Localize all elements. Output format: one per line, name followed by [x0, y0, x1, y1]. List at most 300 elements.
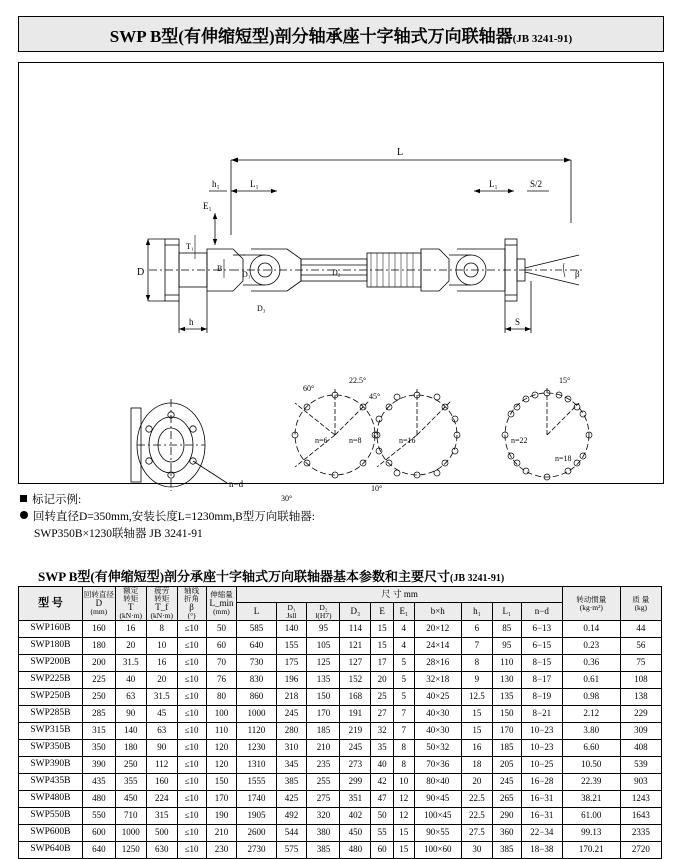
- cell-value: 500: [146, 825, 177, 842]
- cell-value: 5: [393, 689, 414, 706]
- parameters-table: [18, 586, 662, 859]
- cell-value: 100: [206, 706, 237, 723]
- cell-model: SWP435B: [19, 774, 83, 791]
- cell-value: 120: [206, 757, 237, 774]
- cell-value: 2600: [237, 825, 276, 842]
- cell-value: 860: [237, 689, 276, 706]
- cell-value: 40×25: [414, 689, 461, 706]
- cell-value: 80: [206, 689, 237, 706]
- svg-text:n=6: n=6: [315, 436, 328, 445]
- th-D-l1: 回转直径: [83, 589, 114, 599]
- cell-value: 2.12: [562, 706, 620, 723]
- cell-value: 265: [492, 791, 521, 808]
- cell-model: SWP200B: [19, 655, 83, 672]
- th-dims-group: 尺 寸 mm: [237, 587, 563, 603]
- cell-value: 299: [340, 774, 371, 791]
- cell-value: 544: [276, 825, 307, 842]
- svg-text:n=22: n=22: [511, 436, 528, 445]
- cell-value: 12: [393, 791, 414, 808]
- cell-value: 5: [393, 655, 414, 672]
- cell-value: 1230: [237, 740, 276, 757]
- cell-value: 168: [340, 689, 371, 706]
- marking-example-notes: [20, 492, 660, 543]
- cell-value: 31.5: [115, 655, 146, 672]
- cell-value: 380: [307, 825, 340, 842]
- cell-model: SWP225B: [19, 672, 83, 689]
- cell-value: 50: [371, 808, 394, 825]
- cell-value: 120: [206, 740, 237, 757]
- th-inertia-l2: (kg·m²): [579, 602, 603, 612]
- cell-value: 191: [340, 706, 371, 723]
- cell-value: 190: [206, 808, 237, 825]
- cell-value: 155: [276, 638, 307, 655]
- cell-value: 130: [492, 672, 521, 689]
- cell-model: SWP160B: [19, 621, 83, 638]
- cell-value: 10−23: [521, 723, 562, 740]
- cell-value: 27.5: [461, 825, 492, 842]
- table-row: [19, 825, 662, 842]
- cell-value: ≤10: [177, 842, 206, 859]
- th-Tf-l4: (kN·m): [150, 611, 173, 621]
- table-row: [19, 842, 662, 859]
- cell-value: 17: [371, 655, 394, 672]
- square-bullet-icon: [20, 495, 27, 502]
- cell-value: 160: [82, 621, 115, 638]
- th-Lmin-l2: L_min: [209, 597, 234, 608]
- th-Tf-l1: 疲劳: [154, 586, 170, 595]
- svg-text:n−d: n−d: [229, 479, 244, 489]
- cell-value: 245: [340, 740, 371, 757]
- cell-value: 180: [82, 638, 115, 655]
- th-dim-D2: D₂ l(H7): [307, 603, 340, 621]
- svg-text:10°: 10°: [371, 484, 383, 493]
- cell-value: 205: [492, 757, 521, 774]
- cell-value: 114: [340, 621, 371, 638]
- cell-value: 80×40: [414, 774, 461, 791]
- cell-value: 250: [82, 689, 115, 706]
- cell-value: 150: [206, 774, 237, 791]
- cell-value: ≤10: [177, 689, 206, 706]
- page-title-main: SWP B型(有伸缩短型)剖分轴承座十字轴式万向联轴器: [109, 26, 513, 46]
- svg-text:T₁: T₁: [186, 242, 194, 251]
- cell-value: 309: [620, 723, 661, 740]
- table-row: [19, 740, 662, 757]
- cell-value: 16−31: [521, 808, 562, 825]
- table-row: [19, 757, 662, 774]
- th-inertia: [562, 587, 620, 621]
- cell-value: 290: [492, 808, 521, 825]
- cell-value: 15: [461, 723, 492, 740]
- cell-value: 40×30: [414, 706, 461, 723]
- cell-value: 6−15: [521, 638, 562, 655]
- cell-value: 27: [371, 706, 394, 723]
- cell-value: 640: [82, 842, 115, 859]
- cell-value: 10: [146, 638, 177, 655]
- cell-value: 15: [393, 825, 414, 842]
- cell-value: 32: [371, 723, 394, 740]
- cell-value: 4: [393, 638, 414, 655]
- cell-value: 1000: [115, 825, 146, 842]
- cell-value: 250: [115, 757, 146, 774]
- cell-value: 345: [276, 757, 307, 774]
- cell-value: 150: [492, 706, 521, 723]
- cell-value: 235: [307, 757, 340, 774]
- cell-value: 8−17: [521, 672, 562, 689]
- cell-value: 385: [492, 842, 521, 859]
- cell-value: 6: [461, 621, 492, 638]
- cell-value: 408: [620, 740, 661, 757]
- cell-value: 1555: [237, 774, 276, 791]
- cell-value: 480: [340, 842, 371, 859]
- cell-value: 60: [206, 638, 237, 655]
- th-dim-nd: n−d: [521, 603, 562, 621]
- cell-value: 135: [307, 672, 340, 689]
- cell-model: SWP250B: [19, 689, 83, 706]
- svg-text:L₁: L₁: [250, 179, 259, 189]
- cell-value: 225: [82, 672, 115, 689]
- cell-value: 350: [82, 740, 115, 757]
- cell-value: 10−25: [521, 757, 562, 774]
- cell-value: 138: [620, 689, 661, 706]
- cell-value: 108: [620, 672, 661, 689]
- cell-value: 210: [307, 740, 340, 757]
- cell-value: 16−31: [521, 791, 562, 808]
- th-beta-l4: (°): [187, 611, 196, 621]
- th-Lmin: [206, 587, 237, 621]
- cell-value: 1243: [620, 791, 661, 808]
- th-dim-L: L: [237, 603, 276, 621]
- cell-value: 185: [492, 740, 521, 757]
- th-inertia-l1: 转动惯量: [576, 594, 607, 604]
- th-T-l3: T: [128, 601, 134, 612]
- cell-value: 70×36: [414, 757, 461, 774]
- cell-value: 7: [393, 706, 414, 723]
- cell-value: 903: [620, 774, 661, 791]
- page-title-standard: (JB 3241-91): [512, 32, 573, 45]
- th-dim-E: E: [371, 603, 394, 621]
- cell-value: 630: [146, 842, 177, 859]
- cell-value: 224: [146, 791, 177, 808]
- notes-line-1-text: 回转直径D=350mm,安装长度L=1230mm,B型万向联轴器:: [33, 511, 315, 523]
- cell-value: 196: [276, 672, 307, 689]
- th-Tf: [146, 587, 177, 621]
- table-caption-standard: (JB 3241-91): [450, 573, 505, 584]
- cell-value: 16: [115, 621, 146, 638]
- th-dim-D1: D₁ Jsll: [276, 603, 307, 621]
- cell-value: 385: [276, 774, 307, 791]
- th-D-l2: D: [95, 597, 103, 608]
- cell-value: 0.23: [562, 638, 620, 655]
- cell-value: 730: [237, 655, 276, 672]
- cell-value: 121: [340, 638, 371, 655]
- cell-value: 2335: [620, 825, 661, 842]
- cell-value: 56: [620, 638, 661, 655]
- notes-heading: 标记示例:: [32, 494, 82, 506]
- cell-value: 0.61: [562, 672, 620, 689]
- cell-value: 1120: [237, 723, 276, 740]
- cell-model: SWP390B: [19, 757, 83, 774]
- cell-value: 22.5: [461, 791, 492, 808]
- cell-value: ≤10: [177, 757, 206, 774]
- th-model: 型 号: [19, 587, 83, 621]
- cell-value: 450: [340, 825, 371, 842]
- cell-value: 18−38: [521, 842, 562, 859]
- notes-line-2-text: SWP350B×1230联轴器 JB 3241-91: [34, 528, 203, 540]
- cell-model: SWP315B: [19, 723, 83, 740]
- cell-model: SWP600B: [19, 825, 83, 842]
- table-row: [19, 655, 662, 672]
- cell-value: 170: [492, 723, 521, 740]
- table-row: [19, 621, 662, 638]
- cell-value: 245: [276, 706, 307, 723]
- cell-value: 105: [307, 638, 340, 655]
- cell-value: 28×16: [414, 655, 461, 672]
- th-Lmin-l1: 伸缩量: [210, 589, 233, 599]
- cell-value: ≤10: [177, 791, 206, 808]
- cell-value: ≤10: [177, 723, 206, 740]
- cell-value: 127: [340, 655, 371, 672]
- cell-value: 6−13: [521, 621, 562, 638]
- cell-value: 320: [307, 808, 340, 825]
- th-dim-L1: L₁: [492, 603, 521, 621]
- cell-value: 10.50: [562, 757, 620, 774]
- cell-value: ≤10: [177, 808, 206, 825]
- cell-value: 40: [371, 757, 394, 774]
- svg-text:h: h: [189, 317, 194, 327]
- cell-model: SWP285B: [19, 706, 83, 723]
- cell-value: 280: [276, 723, 307, 740]
- cell-value: 20: [461, 774, 492, 791]
- svg-text:B: B: [217, 264, 223, 273]
- cell-value: 16−28: [521, 774, 562, 791]
- cell-value: 170: [206, 791, 237, 808]
- svg-text:30°: 30°: [281, 494, 293, 503]
- parameters-table-wrap: [18, 586, 662, 859]
- cell-value: 450: [115, 791, 146, 808]
- cell-value: 15: [371, 621, 394, 638]
- cell-value: 170.21: [562, 842, 620, 859]
- cell-value: 4: [393, 621, 414, 638]
- cell-value: 2730: [237, 842, 276, 859]
- cell-value: 385: [307, 842, 340, 859]
- cell-value: ≤10: [177, 774, 206, 791]
- cell-value: 22.5: [461, 808, 492, 825]
- cell-value: 15: [393, 842, 414, 859]
- cell-model: SWP480B: [19, 791, 83, 808]
- svg-text:h₁: h₁: [212, 179, 220, 189]
- cell-value: 42: [371, 774, 394, 791]
- cell-value: 255: [307, 774, 340, 791]
- cell-value: 360: [492, 825, 521, 842]
- th-beta-l2: 折角: [184, 593, 200, 603]
- cell-value: 390: [82, 757, 115, 774]
- th-dim-bh: b×h: [414, 603, 461, 621]
- cell-value: 35: [371, 740, 394, 757]
- th-dim-h1: h₁: [461, 603, 492, 621]
- cell-value: 12.5: [461, 689, 492, 706]
- cell-value: 5: [393, 672, 414, 689]
- table-row: [19, 774, 662, 791]
- table-row: [19, 808, 662, 825]
- cell-value: 70: [206, 655, 237, 672]
- cell-value: 0.14: [562, 621, 620, 638]
- parameters-table-body: [19, 621, 662, 859]
- cell-value: ≤10: [177, 621, 206, 638]
- cell-value: 710: [115, 808, 146, 825]
- cell-value: 402: [340, 808, 371, 825]
- cell-model: SWP640B: [19, 842, 83, 859]
- svg-text:60°: 60°: [303, 384, 315, 393]
- cell-value: 0.98: [562, 689, 620, 706]
- cell-value: 351: [340, 791, 371, 808]
- cell-value: 315: [82, 723, 115, 740]
- cell-value: 76: [206, 672, 237, 689]
- th-beta: [177, 587, 206, 621]
- cell-value: ≤10: [177, 706, 206, 723]
- cell-value: 55: [371, 825, 394, 842]
- cell-value: 7: [461, 638, 492, 655]
- cell-value: 640: [237, 638, 276, 655]
- cell-value: 15: [461, 706, 492, 723]
- cell-value: 435: [82, 774, 115, 791]
- cell-value: 170: [307, 706, 340, 723]
- cell-value: 140: [276, 621, 307, 638]
- cell-value: 8−15: [521, 655, 562, 672]
- cell-value: 550: [82, 808, 115, 825]
- cell-value: 275: [307, 791, 340, 808]
- cell-value: 10−23: [521, 740, 562, 757]
- cell-value: 40×30: [414, 723, 461, 740]
- cell-value: 16: [146, 655, 177, 672]
- cell-value: 100×45: [414, 808, 461, 825]
- table-caption: [38, 566, 658, 585]
- cell-value: 219: [340, 723, 371, 740]
- cell-value: 90: [115, 706, 146, 723]
- cell-value: 8: [146, 621, 177, 638]
- cell-value: 20: [371, 672, 394, 689]
- cell-value: 112: [146, 757, 177, 774]
- cell-value: 200: [82, 655, 115, 672]
- cell-value: 210: [206, 825, 237, 842]
- cell-value: 47: [371, 791, 394, 808]
- cell-value: 95: [492, 638, 521, 655]
- cell-value: 229: [620, 706, 661, 723]
- cell-value: ≤10: [177, 672, 206, 689]
- cell-value: 160: [146, 774, 177, 791]
- cell-value: 575: [276, 842, 307, 859]
- cell-value: 1310: [237, 757, 276, 774]
- th-Lmin-l3: (mm): [213, 607, 230, 617]
- cell-model: SWP180B: [19, 638, 83, 655]
- cell-value: 60: [371, 842, 394, 859]
- table-row: [19, 689, 662, 706]
- cell-value: 585: [237, 621, 276, 638]
- svg-text:n=18: n=18: [555, 454, 572, 463]
- cell-value: 20: [146, 672, 177, 689]
- cell-value: 75: [620, 655, 661, 672]
- cell-value: 85: [492, 621, 521, 638]
- cell-value: 150: [307, 689, 340, 706]
- cell-value: 230: [206, 842, 237, 859]
- round-bullet-icon: [20, 511, 28, 519]
- svg-text:E₁: E₁: [203, 201, 212, 211]
- cell-value: 539: [620, 757, 661, 774]
- svg-text:45°: 45°: [369, 392, 381, 401]
- svg-text:β: β: [575, 269, 580, 279]
- cell-value: 218: [276, 689, 307, 706]
- cell-value: 38.21: [562, 791, 620, 808]
- cell-value: ≤10: [177, 638, 206, 655]
- cell-value: 44: [620, 621, 661, 638]
- cell-value: 22−34: [521, 825, 562, 842]
- svg-text:D: D: [137, 267, 145, 278]
- cell-value: 492: [276, 808, 307, 825]
- th-mass: [620, 587, 661, 621]
- th-T: [115, 587, 146, 621]
- svg-text:S/2: S/2: [530, 179, 543, 189]
- cell-value: 99.13: [562, 825, 620, 842]
- cell-value: 2720: [620, 842, 661, 859]
- th-beta-l1: 轴线: [184, 586, 200, 595]
- th-dim-E1: E₁: [393, 603, 414, 621]
- cell-value: 1740: [237, 791, 276, 808]
- cell-value: 16: [461, 740, 492, 757]
- cell-value: 20: [115, 638, 146, 655]
- cell-value: 63: [146, 723, 177, 740]
- cell-value: 15: [371, 638, 394, 655]
- page-title-bar: [18, 16, 664, 52]
- page-title: [110, 22, 572, 47]
- cell-value: 175: [276, 655, 307, 672]
- cell-value: 1000: [237, 706, 276, 723]
- cell-value: 273: [340, 757, 371, 774]
- cell-value: 3.80: [562, 723, 620, 740]
- cell-value: 7: [393, 723, 414, 740]
- cell-value: 25: [371, 689, 394, 706]
- cell-value: 830: [237, 672, 276, 689]
- cell-value: 125: [307, 655, 340, 672]
- notes-line-2: [20, 526, 660, 543]
- cell-value: 110: [206, 723, 237, 740]
- th-T-l2: 转矩: [123, 593, 139, 603]
- cell-value: 1905: [237, 808, 276, 825]
- cell-value: 50×32: [414, 740, 461, 757]
- table-row: [19, 723, 662, 740]
- cell-value: 600: [82, 825, 115, 842]
- cell-value: 63: [115, 689, 146, 706]
- cell-value: 24×14: [414, 638, 461, 655]
- th-T-l1: 额定: [123, 586, 139, 595]
- notes-heading-line: [20, 492, 660, 509]
- svg-text:n=8: n=8: [349, 436, 362, 445]
- cell-value: 285: [82, 706, 115, 723]
- cell-model: SWP550B: [19, 808, 83, 825]
- th-mass-l1: 质 量: [632, 594, 650, 604]
- svg-text:S: S: [515, 317, 521, 327]
- table-row: [19, 638, 662, 655]
- cell-value: 18: [461, 757, 492, 774]
- cell-value: 30: [461, 842, 492, 859]
- cell-value: 90×55: [414, 825, 461, 842]
- th-D-l3: (mm): [90, 607, 108, 617]
- th-Tf-l2: 转矩: [154, 593, 170, 603]
- cell-value: 50: [206, 621, 237, 638]
- cell-value: 1250: [115, 842, 146, 859]
- cell-value: 8−21: [521, 706, 562, 723]
- cell-value: 100×60: [414, 842, 461, 859]
- table-row: [19, 706, 662, 723]
- cell-value: 9: [461, 672, 492, 689]
